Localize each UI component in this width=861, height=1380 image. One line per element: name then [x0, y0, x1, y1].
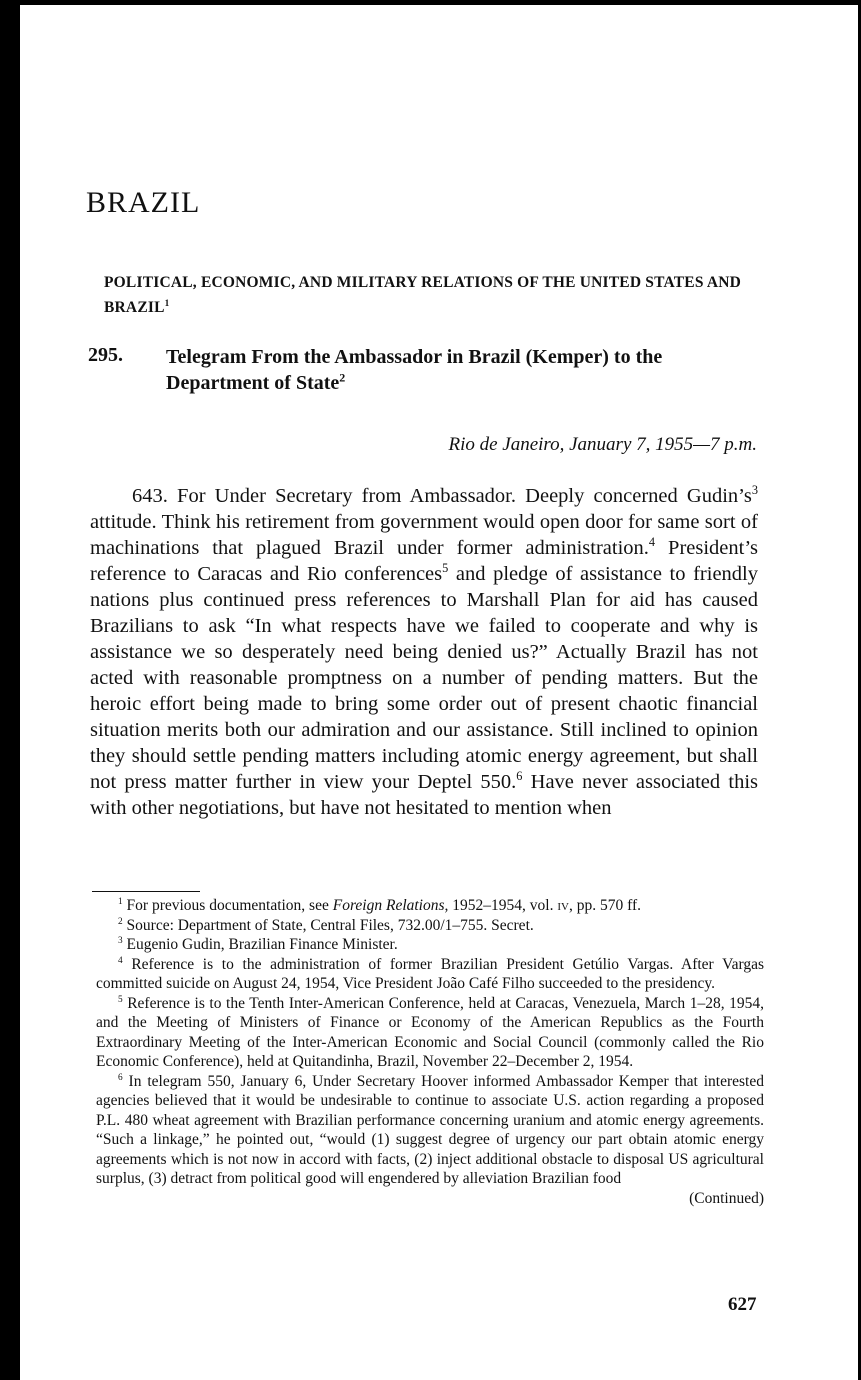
dateline: Rio de Janeiro, January 7, 1955—7 p.m. [448, 434, 757, 455]
document-title-text: Telegram From the Ambassador in Brazil (Kemper) to the Department of State [166, 346, 663, 394]
footnote-ref-1: 1 [164, 298, 170, 309]
footnote-ref-4: 4 [648, 535, 656, 550]
footnote-2 [96, 916, 764, 936]
footnote-number: 5 [118, 994, 123, 1005]
footnote-citation-title: Foreign Relations, [332, 897, 449, 914]
footnote-number: 6 [118, 1072, 123, 1083]
footnote-text: Source: Department of State, Central Files, 732.00/1–755. Secret. [122, 916, 534, 934]
footnote-text: Eugenio Gudin, Brazilian Finance Minister. [122, 936, 398, 953]
subsection-heading-text: POLITICAL, ECONOMIC, AND MILITARY RELATIONS OF THE UNITED STATES AND BRAZIL [104, 274, 742, 316]
scan-border-left [0, 0, 20, 1380]
footnotes [96, 896, 764, 1208]
footnote-volume: iv [557, 897, 569, 914]
footnote-text: For previous documentation, see [122, 897, 333, 914]
continued-label: (Continued) [689, 1189, 764, 1207]
page-number: 627 [728, 1294, 757, 1315]
footnote-text: Reference is to the Tenth Inter-American Conference, held at Caracas, Venezuela, March 1–28, 1954, and the Meeting of Ministers of Finance or Economy of the American Republics as the Fourth Extraordinary Meeting of the Inter-American Economic and Social Council (commonly called the Rio Economic Conference), held at Quitandinha, Brazil, November 22–December 2, 1954. [96, 994, 764, 1070]
footnote-number: 1 [118, 896, 123, 907]
footnote-text: , pp. 570 ff. [568, 897, 641, 914]
footnote-4 [96, 955, 764, 994]
footnote-ref-3: 3 [751, 483, 758, 498]
footnote-3 [96, 935, 764, 955]
body-text-segment: 643. For Under Secretary from Ambassador. Deeply concerned Gudin’s [132, 485, 752, 507]
document-title [166, 344, 756, 396]
footnote-text: Reference is to the administration of former Brazilian President Getúlio Vargas. After Vargas committed suicide on August 24, 1954, Vice President João Café Filho succeeded to the presidency. [96, 955, 764, 992]
footnote-number: 2 [118, 916, 123, 927]
body-text-segment: attitude. Think his retirement from government would open door for same sort of machinations that plagued Brazil under former administration. [90, 511, 758, 559]
footnote-ref-6: 6 [516, 769, 523, 784]
body-text-segment: Have never associated this with other negotiations, but have not hesitated to mention when [90, 771, 758, 819]
footnote-text: 1952–1954, vol. [448, 897, 558, 914]
footnote-number: 4 [118, 955, 123, 966]
body-text-segment: President’s reference to Caracas and Rio conferences [90, 537, 759, 585]
scan-border-top [0, 0, 861, 5]
footnote-6 [96, 1072, 764, 1189]
footnote-number: 3 [118, 935, 123, 946]
footnote-text: In telegram 550, January 6, Under Secretary Hoover informed Ambassador Kemper that interested agencies believed that it would be undesirable to continue to associate U.S. action regarding a proposed P.L. 480 wheat agreement with Brazilian performance concerning uranium and atomic energy agreements. “Such a linkage,” he pointed out, “would (1) suggest degree of urgency our part obtain atomic energy agreements which is not now in accord with facts, (2) inject additional obstacle to disposal US agricultural surplus, (3) detract from political good will engendered by alleviation Brazilian food [96, 1072, 764, 1187]
body-text-segment: and pledge of assistance to friendly nations plus continued press references to Marshall Plan for aid has caused Brazilians to ask “In what respects have we failed to cooperate and why is assistance we so desperately need being denied us?” Actually Brazil has not acted with reasonable promptness on a number of pending matters. But the heroic effort being made to bring some order out of present chaotic financial situation merits both our admiration and our assistance. Still inclined to opinion they should settle pending matters including atomic energy agreement, but shall not press matter further in view your Deptel 550. [90, 563, 758, 793]
subsection-heading [104, 270, 754, 320]
telegram-body [90, 483, 758, 821]
footnote-ref-2: 2 [339, 370, 346, 385]
footnote-5 [96, 994, 764, 1072]
section-title: BRAZIL [86, 186, 201, 219]
document-number: 295. [88, 344, 123, 366]
footnote-ref-5: 5 [442, 561, 449, 576]
footnote-1 [96, 896, 764, 916]
footnote-divider [92, 891, 200, 892]
